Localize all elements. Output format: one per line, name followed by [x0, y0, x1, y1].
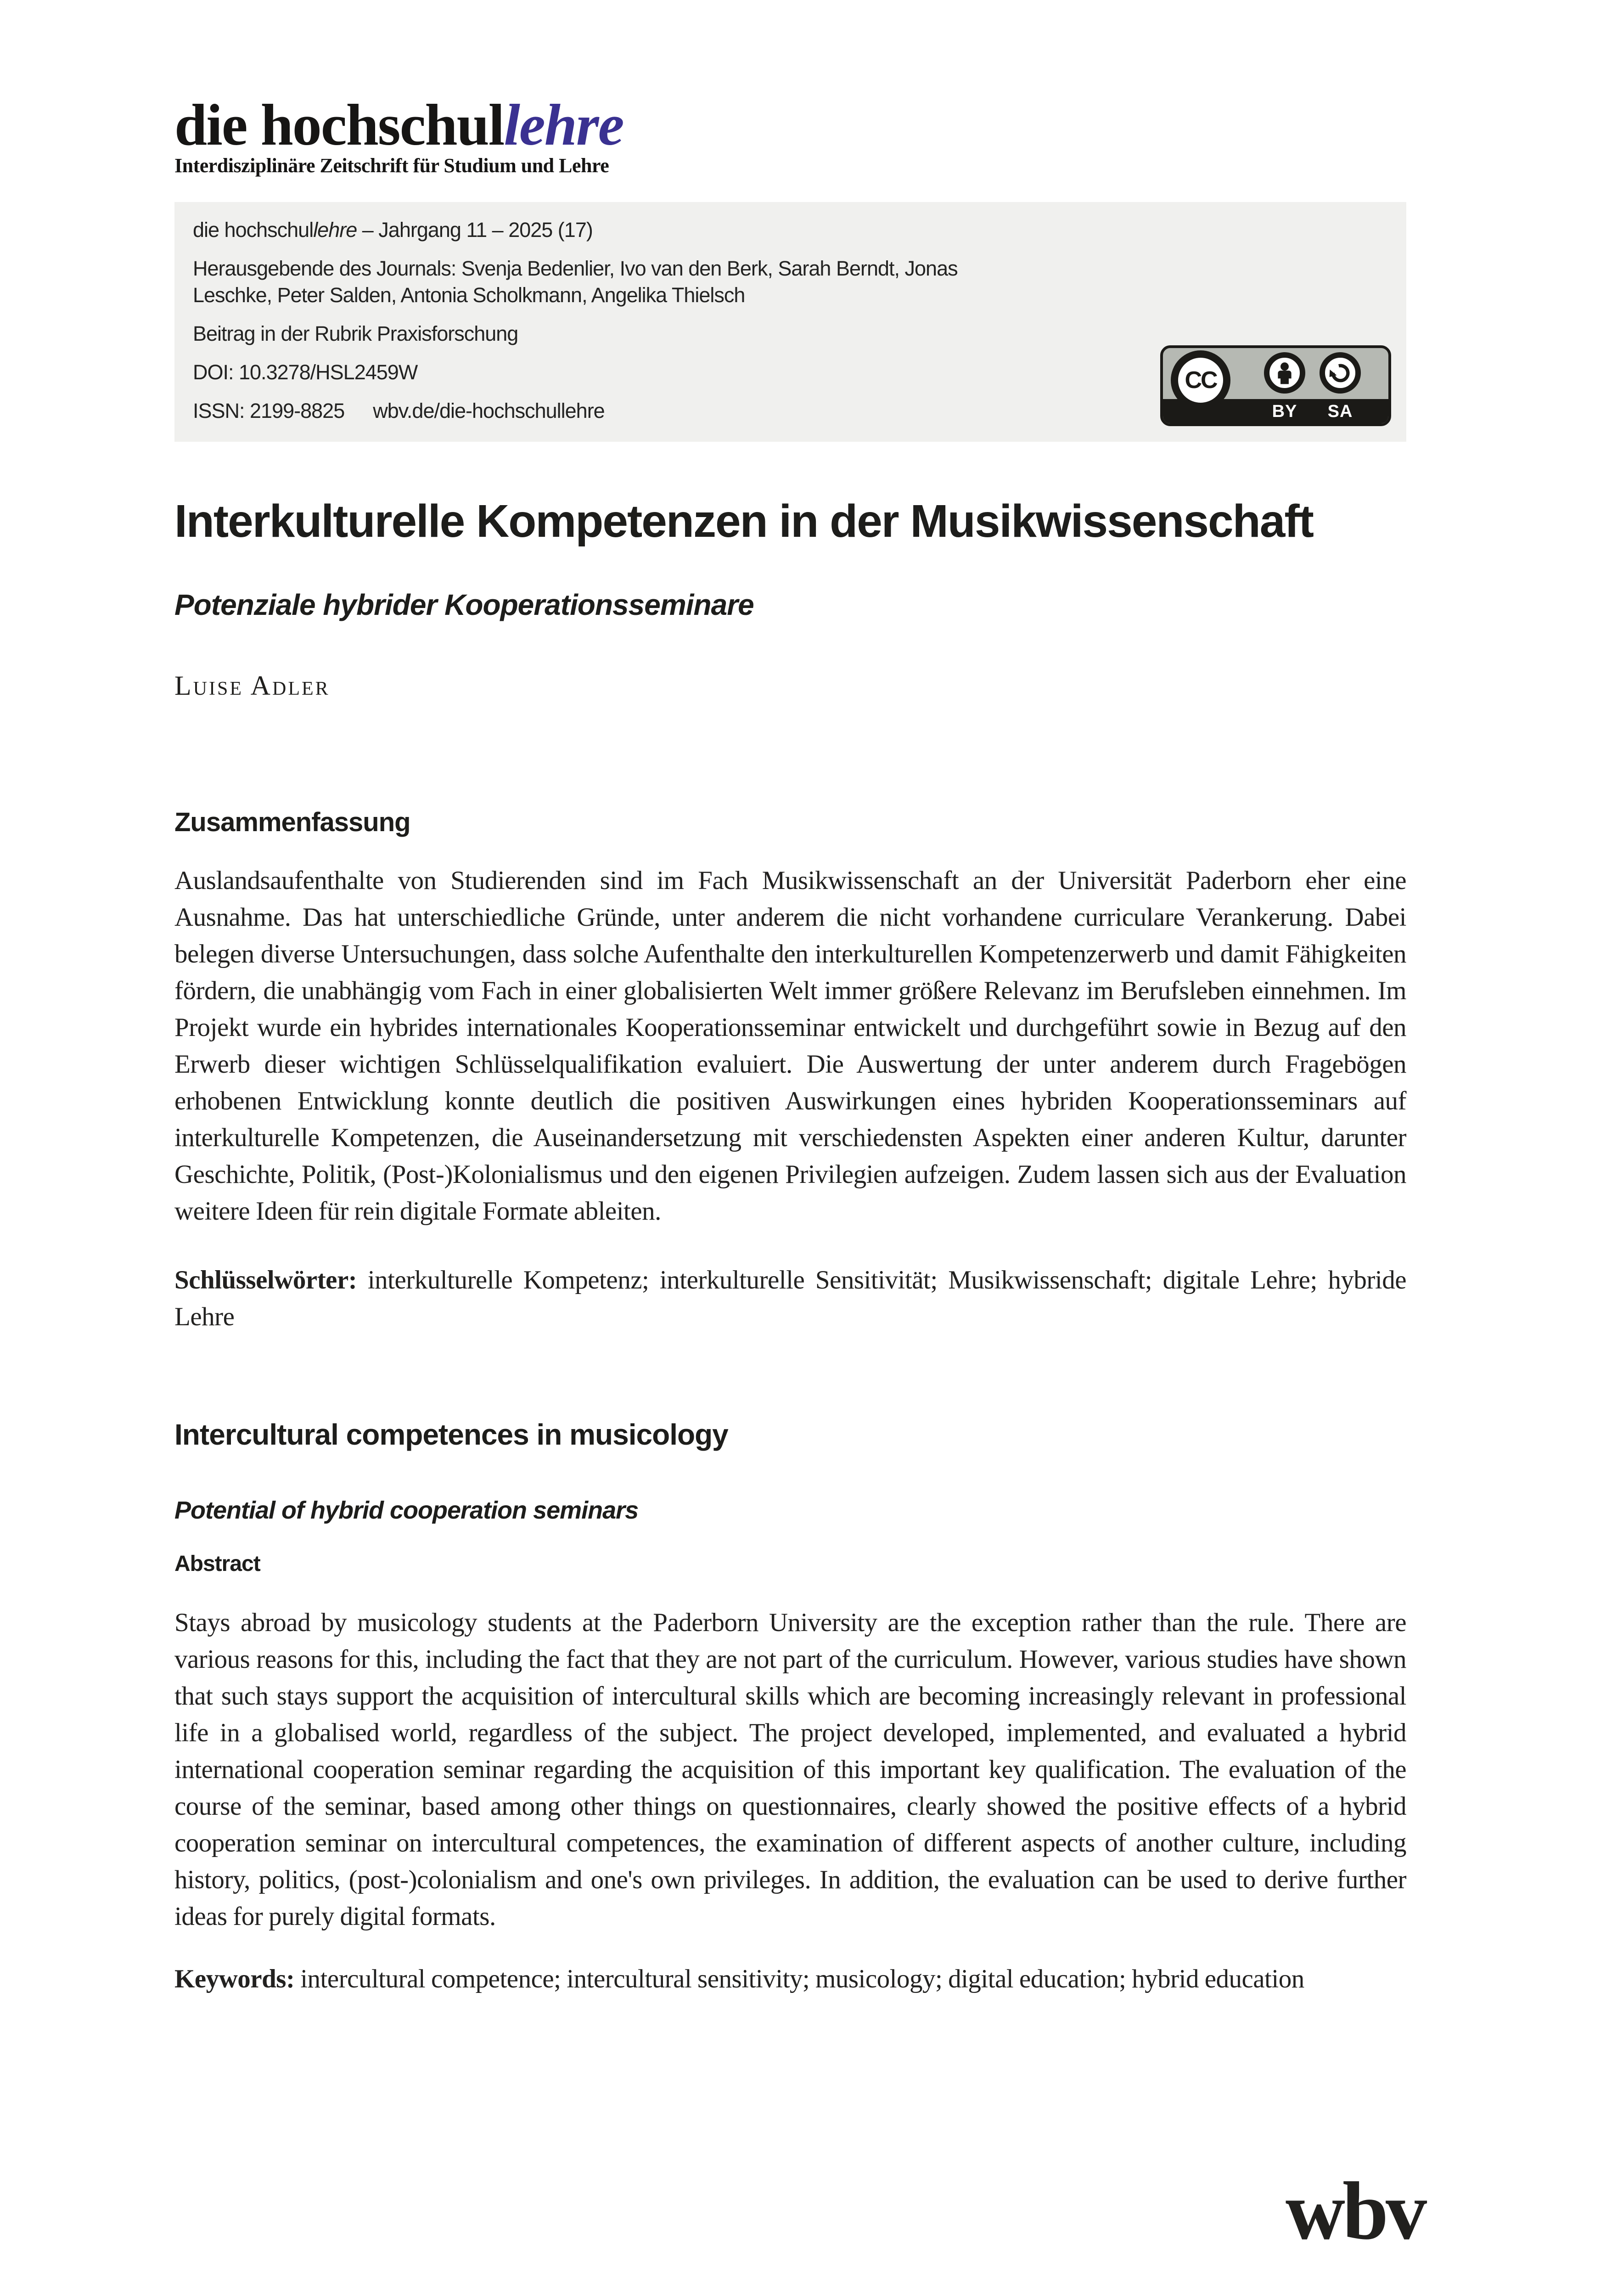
cc-sa-label: SA	[1327, 402, 1353, 421]
german-abstract-text: Auslandsaufenthalte von Studierenden sind im Fach Musikwissenschaft an der Universität Paderborn eher eine Ausnahme. Das hat unterschiedliche Gründe, unter anderem die nicht vorhandene curriculare Verankerung. Dabei belegen diverse Untersuchungen, dass solche Aufenthalte den interkulturellen Kompetenzerwerb und damit Fähigkeiten fördern, die unabhängig vom Fach in einer globalisierten Welt immer größere Relevanz im Berufsleben einnehmen. Im Projekt wurde ein hybrides internationales Kooperationsseminar entwickelt und durchgeführt sowie in Bezug auf den Erwerb dieser wichtigen Schlüsselqualifikation evaluiert. Die Auswertung der unter anderem durch Fragebögen erhobenen Entwicklung konnte deutlich die positiven Auswirkungen eines hybriden Kooperationsseminars auf interkulturelle Kompetenzen, die Auseinandersetzung mit verschiedensten Aspekten einer anderen Kultur, darunter Geschichte, Politik, (Post-)Kolonialismus und den eigenen Privilegien aufzeigen. Zudem lassen sich aus der Evaluation weitere Ideen für rein digitale Formate ableiten.	[174, 866, 1406, 1226]
zusammenfassung-heading: Zusammenfassung	[174, 807, 410, 837]
journal-logo-main: die hochschul	[174, 92, 504, 158]
english-keywords-label: Keywords:	[174, 1964, 295, 1993]
journal-logo-accent: lehre	[504, 92, 623, 158]
cc-by-sa-license-badge	[1160, 345, 1391, 426]
cc-by-label: BY	[1272, 402, 1297, 421]
issue-journal-name: die hochschul	[193, 218, 314, 242]
issue-line	[193, 217, 1406, 243]
english-subtitle: Potential of hybrid cooperation seminars	[174, 1497, 639, 1524]
journal-logo-subtitle: Interdisziplinäre Zeitschrift für Studium und Lehre	[174, 154, 609, 177]
article-title: Interkulturelle Kompetenzen in der Musikwissenschaft	[174, 495, 1313, 547]
german-abstract-section	[174, 807, 1406, 1335]
english-keywords-text: intercultural competence; intercultural sensitivity; musicology; digital education; hybrid education	[294, 1964, 1304, 1993]
article-subtitle: Potenziale hybrider Kooperationsseminare	[174, 588, 754, 621]
german-keywords-label: Schlüsselwörter:	[174, 1266, 357, 1294]
issue-journal-name-italic: lehre	[313, 218, 357, 242]
english-title: Intercultural competences in musicology	[174, 1418, 728, 1451]
editors-line: Herausgebende des Journals: Svenja Bedenlier, Ivo van den Berk, Sarah Berndt, Jonas Leschke, Peter Salden, Antonia Scholkmann, Angelika Thielsch	[193, 257, 958, 307]
cc-circle-icon	[1171, 350, 1230, 410]
issue-volume-year: – Jahrgang 11 – 2025 (17)	[357, 218, 593, 242]
english-abstract-text: Stays abroad by musicology students at the Paderborn University are the exception rather than the rule. There are various reasons for this, including the fact that they are not part of the curriculum. However, various studies have shown that such stays support the acquisition of intercultural skills which are becoming increasingly relevant in professional life in a globalised world, regardless of the subject. The project developed, implemented, and evaluated a hybrid international cooperation seminar regarding the acquisition of this important key qualification. The evaluation of the course of the seminar, based among other things on questionnaires, clearly showed the positive effects of a hybrid cooperation seminar on intercultural competences, the examination of different aspects of another culture, including history, politics, (post-)colonialism and one's own privileges. In addition, the evaluation can be used to derive further ideas for purely digital formats.	[174, 1608, 1406, 1931]
abstract-heading: Abstract	[174, 1552, 260, 1576]
journal-masthead	[174, 0, 1623, 177]
doi-line: DOI: 10.3278/HSL2459W	[193, 360, 418, 384]
german-keywords-text: interkulturelle Kompetenz; interkulturelle Sensitivität; Musikwissenschaft; digitale Lehre; hybride Lehre	[174, 1266, 1406, 1331]
issn-value: ISSN: 2199-8825	[193, 399, 345, 422]
author-name: Luise Adler	[174, 670, 330, 701]
journal-logo	[174, 92, 1623, 158]
journal-url: wbv.de/die-hochschullehre	[373, 399, 605, 422]
share-alike-arrow-icon	[1320, 352, 1361, 394]
article-meta-box	[174, 202, 1406, 442]
wbv-publisher-logo: wbv	[1286, 2165, 1425, 2257]
english-keywords	[174, 1961, 1406, 1998]
rubric-line: Beitrag in der Rubrik Praxisforschung	[193, 322, 518, 345]
cc-circle-icon-text: CC	[1185, 367, 1217, 394]
attribution-person-icon	[1264, 352, 1305, 394]
english-abstract-section	[174, 1418, 1406, 1998]
german-keywords	[174, 1262, 1406, 1335]
